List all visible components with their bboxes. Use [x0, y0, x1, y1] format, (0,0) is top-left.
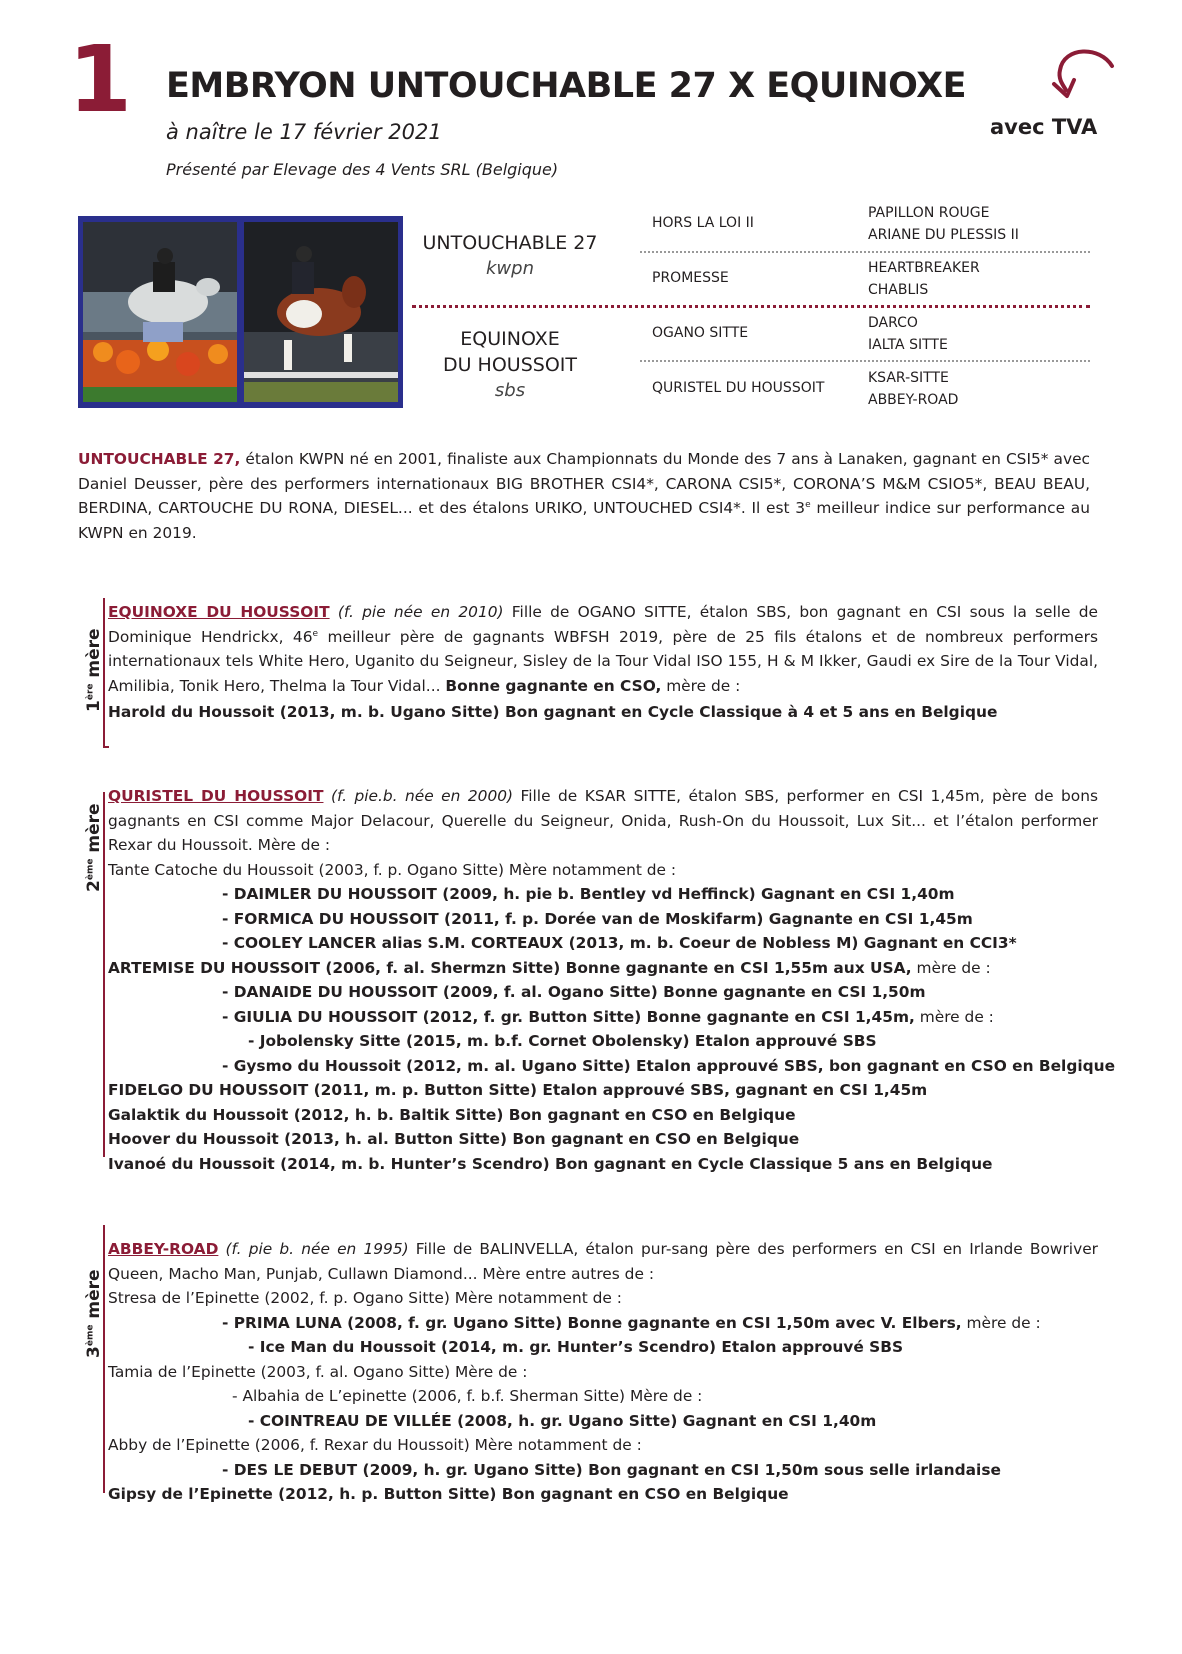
dam3-side-sup: ème: [85, 1324, 96, 1347]
dam1-side-num: 1: [84, 700, 104, 712]
dam1-body-a: Fille de OGANO SITTE, étalon SBS, bon gagnant en CSI sous la selle de Dominique Hendrickx, 46: [108, 603, 1099, 646]
dam2-produce: - DANAIDE DU HOUSSOIT (2009, f. al. Ogano Sitte) Bonne gagnante en CSI 1,50m: [222, 983, 926, 1001]
dam2-name: QURISTEL DU HOUSSOIT: [108, 787, 324, 805]
pedigree-g3-item: IALTA SITTE: [868, 337, 948, 353]
dam3-produce: - DES LE DEBUT (2009, h. gr. Ugano Sitte) Bon gagnant en CSI 1,50m sous selle irlandaise: [222, 1460, 1001, 1479]
dam3-produce: Abby de l’Epinette (2006, f. Rexar du Houssoit) Mère notamment de :: [108, 1436, 642, 1454]
pedigree-g2-item: QURISTEL DU HOUSSOIT: [652, 380, 825, 396]
dam1-side-label: [84, 628, 104, 712]
sire-heading: UNTOUCHABLE 27,: [78, 450, 241, 468]
dam1-produce: Harold du Houssoit (2013, m. b. Ugano Sitte) Bon gagnant en Cycle Classique à 4 et 5 ans en Belgique: [108, 703, 998, 721]
pedigree-g3-item: KSAR-SITTE: [868, 370, 949, 386]
dam2-side-word: mère: [84, 803, 104, 859]
dam2-produce: Tante Catoche du Houssoit (2003, f. p. Ogano Sitte) Mère notamment de :: [108, 860, 677, 879]
dam1-body-bold: Bonne gagnante en CSO,: [445, 676, 662, 695]
dam3-produce: - Albahia de L’epinette (2006, f. b.f. Sherman Sitte) Mère de :: [232, 1387, 703, 1405]
pedigree-divider: [640, 360, 1090, 362]
dam2-produce: Hoover du Houssoit (2013, h. al. Button Sitte) Bon gagnant en CSO en Belgique: [108, 1130, 800, 1148]
dam2-side-sup: ème: [85, 858, 96, 881]
pedigree-g3-item: CHABLIS: [868, 282, 929, 298]
curved-arrow-icon: [1050, 48, 1116, 106]
dam1-side-word: mère: [84, 628, 104, 684]
pedigree-g3-item: PAPILLON ROUGE: [868, 205, 990, 221]
dam3-produce: Tamia de l’Epinette (2003, f. al. Ogano Sitte) Mère de :: [108, 1362, 528, 1381]
sire-jumping-photo: [83, 222, 237, 402]
dam2-section: [108, 784, 1116, 1176]
sire-name: UNTOUCHABLE 27: [422, 232, 598, 254]
lot-number: 1: [68, 26, 133, 133]
dam1-info: (f. pie née en 2010): [329, 603, 504, 621]
dam3-section: [108, 1237, 1098, 1507]
dam2-produce: - FORMICA DU HOUSSOIT (2011, f. p. Dorée van de Moskifarm) Gagnante en CSI 1,45m: [222, 909, 973, 928]
pedigree-sire: [410, 230, 610, 282]
pedigree-divider: [640, 251, 1090, 253]
dam3-info: (f. pie b. née en 1995): [218, 1240, 409, 1258]
dam2-produce: - DAIMLER DU HOUSSOIT (2009, h. pie b. Bentley vd Heffinck) Gagnant en CSI 1,40m: [222, 885, 955, 903]
pedigree-divider-main: [412, 305, 1090, 308]
dam1-sup: e: [312, 628, 319, 639]
dam3-side-word: mère: [84, 1269, 104, 1325]
dam3-side-label: [84, 1269, 104, 1358]
dam-name-line1: EQUINOXE: [460, 328, 560, 350]
dam3-side-num: 3: [84, 1346, 104, 1358]
dam3-name: ABBEY-ROAD: [108, 1240, 219, 1258]
pedigree-g2-item: PROMESSE: [652, 270, 729, 286]
dam2-produce: - COOLEY LANCER alias S.M. CORTEAUX (2013, m. b. Coeur de Nobless M) Gagnant en CCI3*: [222, 934, 1017, 952]
dam3-body: Fille de BALINVELLA, étalon pur-sang père des performers en CSI en Irlande Bowriver Queen, Macho Man, Punjab, Cullawn Diamond... Mère entre autres de :: [108, 1240, 1098, 1283]
pedigree-g3-item: ARIANE DU PLESSIS II: [868, 227, 1019, 243]
pedigree-g2-item: OGANO SITTE: [652, 325, 749, 341]
dam1-body-b: meilleur père de gagnants WBFSH 2019, père de 25 fils étalons et de nombreux performers internationaux tels White Hero, Uganito du Seigneur, Sisley de la Tour Vidal ISO 155, H & M Ikker, Gaudi ex Sire de la Tour Vidal, Amilibia, Tonik Hero, Thelma la Tour Vidal...: [108, 627, 1098, 695]
pedigree-dam: [410, 326, 610, 404]
sire-body: étalon KWPN né en 2001, finaliste aux Championnats du Monde des 7 ans à Lanaken, gagnant en CSI5* avec Daniel Deusser, père des performers internationaux BIG BROTHER CSI4*, CARONA CSI5*, CORONA’S M&M CSIO5*, BEAU BEAU, BERDINA, CARTOUCHE DU RONA, DIESEL... et des étalons URIKO, UNTOUCHED CSI4*. Il est 3: [78, 450, 1090, 517]
dam2-produce: Ivanoé du Houssoit (2014, m. b. Hunter’s Scendro) Bon gagnant en Cycle Classique 5 ans en Belgique: [108, 1154, 993, 1173]
dam2-produce: Galaktik du Houssoit (2012, h. b. Baltik Sitte) Bon gagnant en CSO en Belgique: [108, 1105, 796, 1124]
pedigree-g3-item: HEARTBREAKER: [868, 260, 980, 276]
dam-jumping-photo: [244, 222, 398, 402]
dam-name-line2: DU HOUSSOIT: [442, 354, 577, 376]
dam2-info: (f. pie.b. née en 2000): [323, 787, 514, 805]
dam3-produce: - COINTREAU DE VILLÉE (2008, h. gr. Ugano Sitte) Gagnant en CSI 1,40m: [248, 1411, 877, 1430]
dam1-tick: [103, 746, 109, 748]
dam3-produce: Gipsy de l’Epinette (2012, h. p. Button Sitte) Bon gagnant en CSO en Belgique: [108, 1485, 789, 1503]
dam3-produce: - PRIMA LUNA (2008, f. gr. Ugano Sitte) Bonne gagnante en CSI 1,50m avec V. Elbers,: [222, 1313, 962, 1332]
pedigree-g3-item: ABBEY-ROAD: [868, 392, 959, 408]
dam2-produce: - GIULIA DU HOUSSOIT (2012, f. gr. Button Sitte) Bonne gagnante en CSI 1,45m,: [222, 1007, 915, 1026]
dam1-name: EQUINOXE DU HOUSSOIT: [108, 603, 330, 621]
dam2-produce-rest: mère de :: [914, 1007, 994, 1026]
dam2-produce: - Jobolensky Sitte (2015, m. b.f. Cornet Obolensky) Etalon approuvé SBS: [248, 1032, 877, 1050]
dam1-body-c: mère de :: [661, 676, 741, 695]
dam-stud: sbs: [494, 380, 526, 401]
dam1-side-sup: ère: [85, 683, 96, 701]
dam2-side-num: 2: [84, 880, 104, 892]
sire-stud: kwpn: [486, 258, 534, 279]
pedigree-g3-item: DARCO: [868, 315, 918, 331]
dam2-produce: FIDELGO DU HOUSSOIT (2011, m. p. Button Sitte) Etalon approuvé SBS, gagnant en CSI 1,45m: [108, 1081, 928, 1099]
sire-sup: e: [805, 499, 811, 510]
presented-by: Présenté par Elevage des 4 Vents SRL (Belgique): [166, 160, 559, 179]
dam1-section: [108, 600, 1098, 725]
dam3-produce-rest: mère de :: [961, 1313, 1041, 1332]
birth-date: à naître le 17 février 2021: [166, 120, 442, 144]
sire-body-end: meilleur indice sur performance au KWPN en 2019.: [78, 499, 1090, 542]
photo-frame: [78, 216, 403, 408]
dam2-body: Fille de KSAR SITTE, étalon SBS, performer en CSI 1,45m, père de bons gagnants en CSI comme Major Delacour, Querelle du Seigneur, Onida, Rush-On du Houssoit, Lux Sit... et l’étalon performer Rexar du Houssoit. Mère de :: [108, 787, 1098, 854]
dam3-produce: - Ice Man du Houssoit (2014, m. gr. Hunter’s Scendro) Etalon approuvé SBS: [248, 1338, 904, 1356]
dam2-produce: - Gysmo du Houssoit (2012, m. al. Ugano Sitte) Etalon approuvé SBS, bon gagnant en CSO en Belgique: [222, 1056, 1116, 1075]
tva-label: avec TVA: [990, 115, 1098, 139]
dam2-produce-rest: mère de :: [911, 958, 991, 977]
dam2-produce: ARTEMISE DU HOUSSOIT (2006, f. al. Shermzn Sitte) Bonne gagnante en CSI 1,55m aux USA,: [108, 958, 912, 977]
dam2-side-label: [84, 803, 104, 892]
sire-description: [78, 447, 1090, 545]
dam3-bar: [103, 1225, 105, 1493]
dam3-produce: Stresa de l’Epinette (2002, f. p. Ogano Sitte) Mère notamment de :: [108, 1289, 622, 1307]
page-title: EMBRYON UNTOUCHABLE 27 X EQUINOXE: [166, 66, 967, 106]
pedigree-g2-item: HORS LA LOI II: [652, 215, 754, 231]
